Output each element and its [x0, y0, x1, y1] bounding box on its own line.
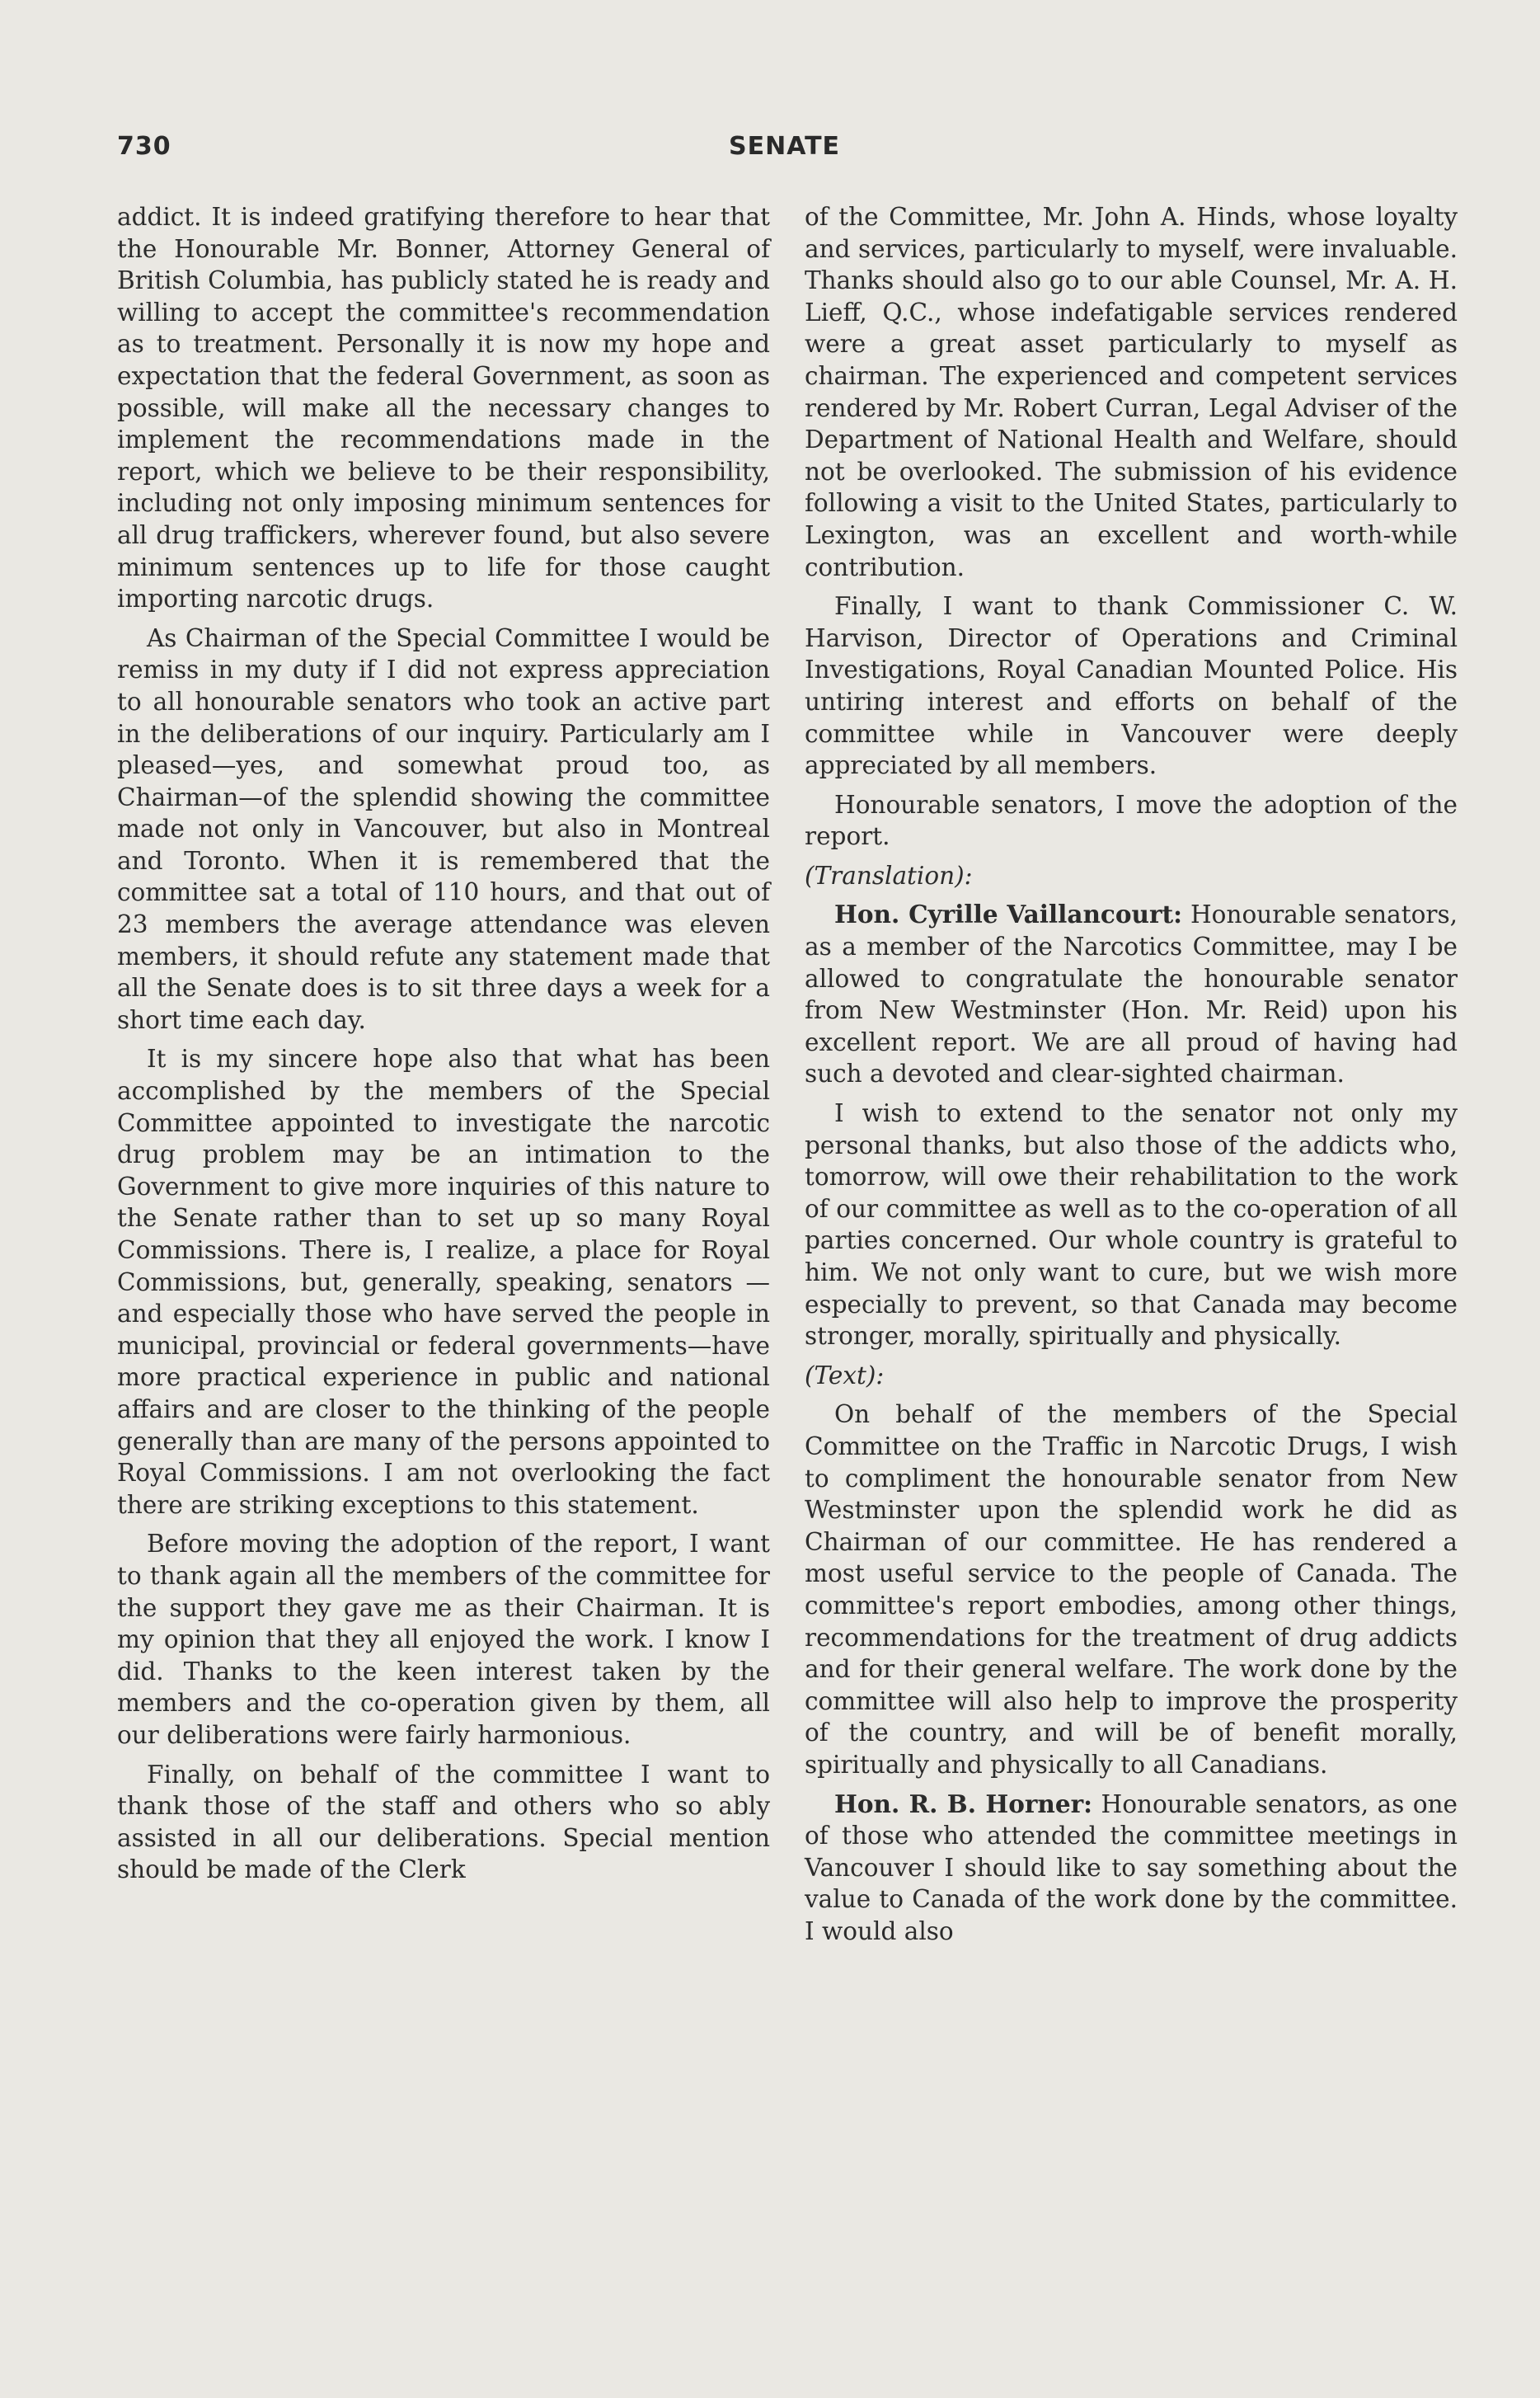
- page-number: 730: [117, 132, 171, 161]
- paragraph: of the Committee, Mr. John A. Hinds, whose loyalty and services, particularly to myself, were invaluable. Thanks should also go to our able Counsel, Mr. A. H. Lieff, Q.C., whose indefatigable services rendered were a great asset particularly to myself as chairman. The experienced and competent services rendered by Mr. Robert Curran, Legal Adviser of the Department of National Health and Welfare, should not be overlooked. The submission of his evidence following a visit to the United States, particularly to Lexington, was an excellent and worth-while contribution.: [805, 203, 1458, 581]
- speech-text: Honourable senators, as one of those who attended the committee meetings in Vancouver I should like to say something about the value to Canada of the work done by the committee. I would also: [805, 1789, 1458, 1945]
- paragraph: It is my sincere hope also that what has been accomplished by the members of the Special Committee appointed to investigate the narcotic drug problem may be an intimation to the Government to give more inquiries of this nature to the Senate rather than to set up so many Royal Commissions. There is, I realize, a place for Royal Commissions, but, generally, speaking, senators —and especially those who have served the people in municipal, provincial or federal governments—have more practical experience in public and national affairs and are closer to the thinking of the people generally than are many of the persons appointed to Royal Commissions. I am not overlooking the fact there are striking exceptions to this statement.: [117, 1045, 770, 1519]
- speaker-name: Hon. Cyrille Vaillancourt:: [834, 900, 1183, 929]
- paragraph: Honourable senators, I move the adoption of the report.: [805, 790, 1458, 851]
- speech-text: Honourable senators, as a member of the Narcotics Committee, may I be allowed to congratulate the honourable senator from New Westminster (Hon. Mr. Reid) upon his excellent report. We are all proud of having had such a devoted and clear-sighted chairman.: [805, 900, 1458, 1089]
- paragraph: addict. It is indeed gratifying therefore to hear that the Honourable Mr. Bonner, Attorney General of British Columbia, has publicly stated he is ready and willing to accept the committee's recommendation as to treatment. Personally it is now my hope and expectation that the federal Government, as soon as possible, will make all the necessary changes to implement the recommendations made in the report, which we believe to be their responsibility, including not only imposing minimum sentences for all drug traffickers, wherever found, but also severe minimum sentences up to life for those caught importing narcotic drugs.: [117, 203, 770, 614]
- left-column: [117, 201, 770, 1893]
- right-column: [805, 201, 1458, 1954]
- text-note: (Text):: [805, 1361, 885, 1389]
- running-head: SENATE: [729, 132, 841, 161]
- paragraph: Before moving the adoption of the report, I want to thank again all the members of the committee for the support they gave me as their Chairman. It is my opinion that they all enjoyed the work. I know I did. Thanks to the keen interest taken by the members and the co-operation given by them, all our deliberations were fairly harmonious.: [117, 1530, 770, 1749]
- page-header: [117, 132, 1469, 173]
- paragraph: As Chairman of the Special Committee I would be remiss in my duty if I did not express appreciation to all honourable senators who took an active part in the deliberations of our inquiry. Particularly am I pleased—yes, and somewhat proud too, as Chairman—of the splendid showing the committee made not only in Vancouver, but also in Montreal and Toronto. When it is remembered that the committee sat a total of 110 hours, and that out of 23 members the average attendance was eleven members, it should refute any statement made that all the Senate does is to sit three days a week for a short time each day.: [117, 623, 770, 1034]
- speech-paragraph: [805, 1789, 1458, 1948]
- paragraph: Finally, I want to thank Commissioner C. W. Harvison, Director of Operations and Criminal Investigations, Royal Canadian Mounted Police. His untiring interest and efforts on behalf of the committee while in Vancouver were deeply appreciated by all members.: [805, 592, 1458, 780]
- translation-note: (Translation):: [805, 861, 973, 890]
- paragraph: On behalf of the members of the Special Committee on the Traffic in Narcotic Drugs, I wish to compliment the honourable senator from New Westminster upon the splendid work he did as Chairman of our committee. He has rendered a most useful service to the people of Canada. The committee's report embodies, among other things, recommendations for the treatment of drug addicts and for their general welfare. The work done by the committee will also help to improve the prosperity of the country, and will be of benefit morally, spiritually and physically to all Canadians.: [805, 1400, 1458, 1779]
- paragraph: Finally, on behalf of the committee I want to thank those of the staff and others who so ably assisted in all our deliberations. Special mention should be made of the Clerk: [117, 1760, 770, 1884]
- speaker-name: Hon. R. B. Horner:: [834, 1789, 1093, 1818]
- paragraph: I wish to extend to the senator not only my personal thanks, but also those of the addicts who, tomorrow, will owe their rehabilitation to the work of our committee as well as to the co-operation of all parties concerned. Our whole country is grateful to him. We not only want to cure, but we wish more especially to prevent, so that Canada may become stronger, morally, spiritually and physically.: [805, 1099, 1458, 1351]
- speech-paragraph: [805, 899, 1458, 1090]
